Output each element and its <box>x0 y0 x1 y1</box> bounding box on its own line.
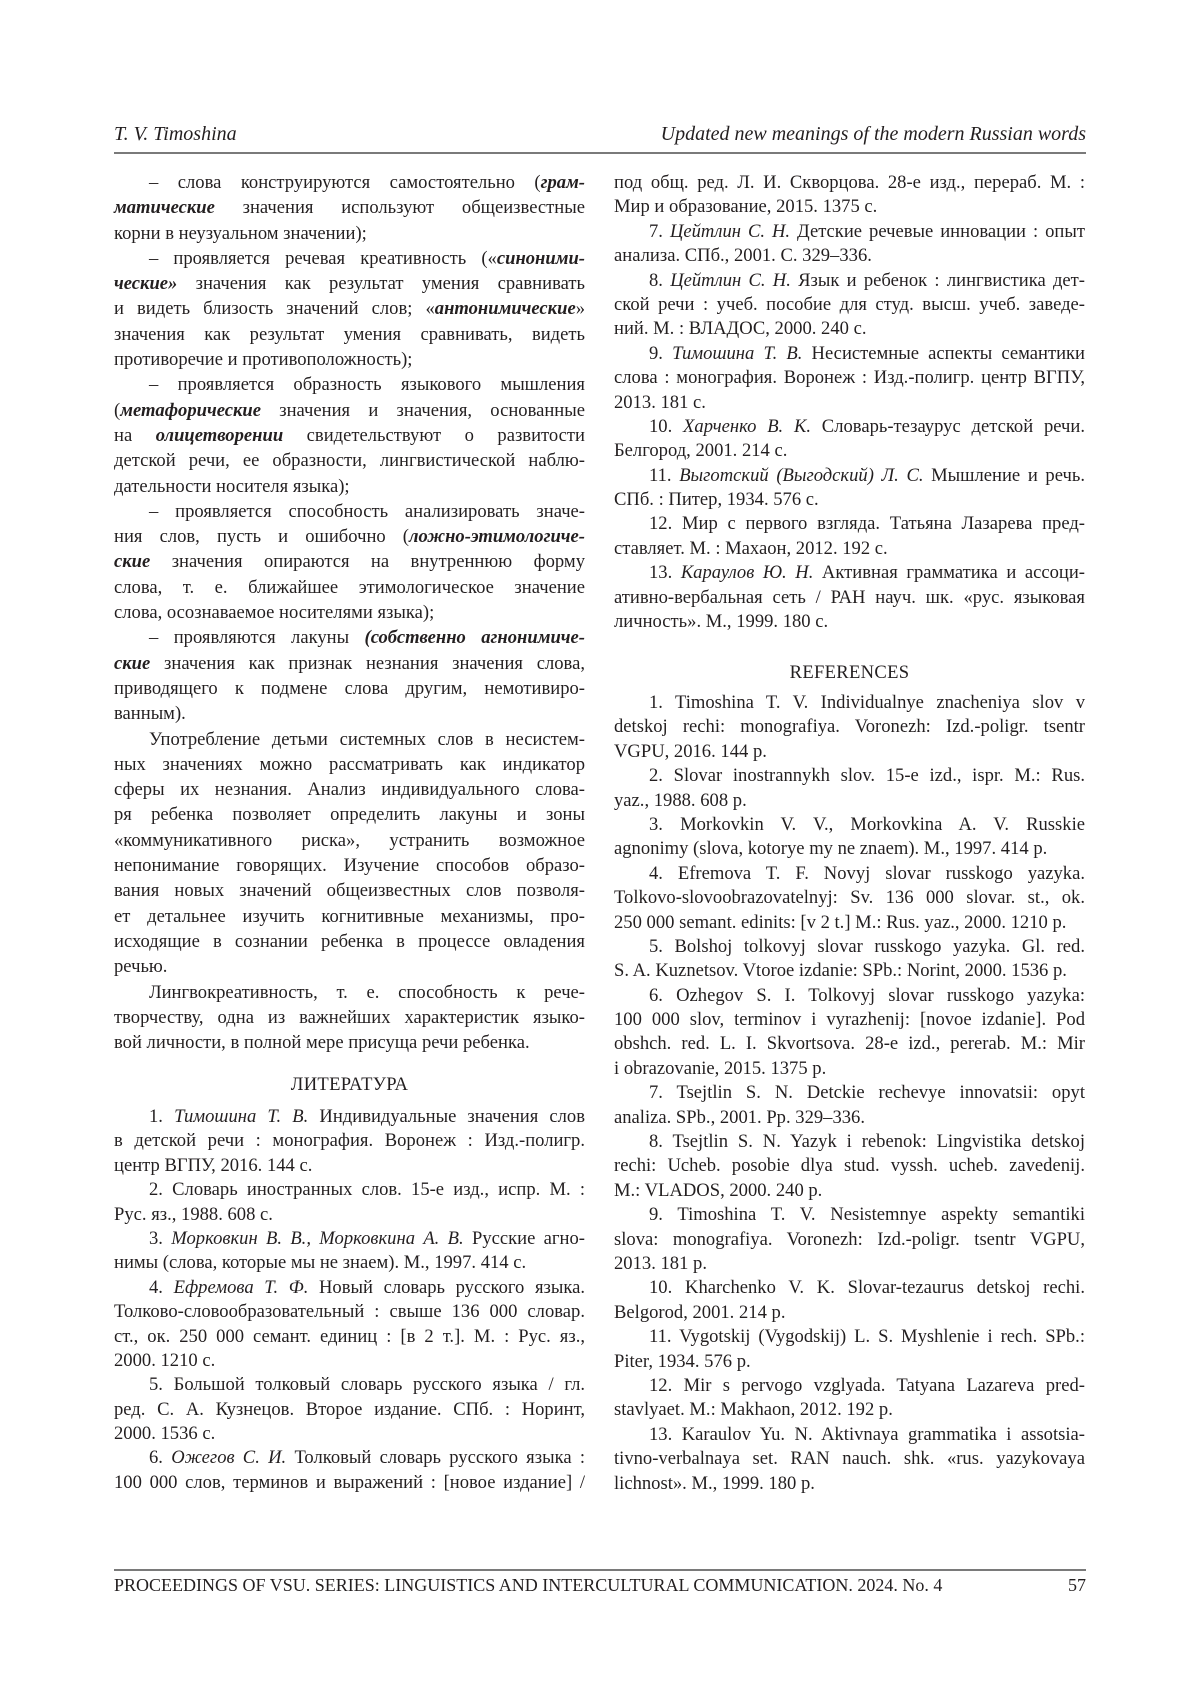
text-segment: 13. Karaulov Yu. N. Aktivnaya grammatika i assotsia- <box>649 1423 1085 1445</box>
paragraph <box>114 246 585 372</box>
text-line <box>614 1179 1085 1203</box>
text-line <box>114 322 585 347</box>
text-line <box>114 195 585 220</box>
literature-item <box>614 464 1085 513</box>
running-header-title: Updated new meanings of the modern Russian words <box>660 123 1086 145</box>
text-line <box>614 1130 1085 1154</box>
text-segment: ванным). <box>114 703 186 725</box>
reference-item <box>614 1423 1085 1496</box>
text-line <box>614 1252 1085 1276</box>
text-line <box>614 488 1085 512</box>
text-segment: исходящие в сознании ребенка в процессе овладения <box>114 930 585 952</box>
text-segment: на <box>114 424 156 446</box>
text-line <box>114 1129 585 1153</box>
text-segment: приводящего к подмене слова другим, немотивиро- <box>114 677 585 699</box>
running-header-author: T. V. Timoshina <box>114 123 237 145</box>
text-segment: ния слов, пусть и ошибочно ( <box>114 526 409 548</box>
text-segment: Толково-словообразовательный : свыше 136 000 словар. <box>114 1301 585 1323</box>
text-segment: ской речи : учеб. пособие для студ. высш. учеб. заведе- <box>614 293 1085 315</box>
text-line <box>614 1325 1085 1349</box>
reference-item <box>614 764 1085 813</box>
page-number: 57 <box>1068 1575 1086 1595</box>
text-line <box>614 764 1085 788</box>
literature-list-right <box>614 171 1085 634</box>
text-segment: Несистемные аспекты семантики <box>802 342 1086 364</box>
text-line <box>614 1423 1085 1447</box>
text-segment: анализа. СПб., 2001. С. 329–336. <box>614 245 872 267</box>
text-segment: сферы их незнания. Анализ индивидуального слова- <box>114 779 585 801</box>
text-segment: под общ. ред. Л. И. Скворцова. 28-е изд., перераб. М. : <box>614 172 1085 193</box>
emphasized-term: ческие» <box>114 273 178 295</box>
text-segment: yaz., 1988. 608 p. <box>614 789 747 811</box>
text-line <box>114 296 585 321</box>
text-segment: stavlyaet. M.: Makhaon, 2012. 192 p. <box>614 1399 893 1421</box>
text-segment: Русские агно- <box>463 1227 585 1249</box>
text-segment: противоречие и противоположность); <box>114 349 413 371</box>
text-line <box>614 537 1085 561</box>
text-line <box>114 1030 585 1055</box>
text-line <box>614 171 1085 195</box>
reference-item <box>614 1276 1085 1325</box>
emphasized-term: антонимические <box>434 298 576 320</box>
text-line <box>114 1349 585 1373</box>
reference-item <box>614 1081 1085 1130</box>
author-name: Цейтлин С. Н. <box>669 220 791 242</box>
header-rule <box>114 152 1086 154</box>
text-segment: 11. Vygotskij (Vygodskij) L. S. Myshlenie i rech. SPb.: <box>649 1326 1085 1348</box>
text-segment: 7. Tsejtlin S. N. Detckie rechevye innovatsii: opyt <box>649 1082 1085 1104</box>
text-line <box>614 1228 1085 1252</box>
text-line <box>114 727 585 752</box>
text-segment: ст., ок. 250 000 семант. единиц : [в 2 т.]. М. : Рус. яз., <box>114 1325 585 1347</box>
text-segment: – проявляется способность анализировать значе- <box>149 500 585 522</box>
text-line <box>114 904 585 929</box>
text-segment: СПб. : Питер, 1934. 576 с. <box>614 489 819 511</box>
author-name: Караулов Ю. Н. <box>680 562 814 584</box>
text-line <box>614 1154 1085 1178</box>
text-line <box>614 1081 1085 1105</box>
reference-item <box>614 1374 1085 1423</box>
text-segment: Рус. яз., 1988. 608 с. <box>114 1203 273 1225</box>
literature-item <box>614 415 1085 464</box>
text-segment: слова, осознаваемое носителями языка); <box>114 602 435 624</box>
text-segment: Детские речевые инновации : опыт <box>790 220 1085 242</box>
reference-item <box>614 1203 1085 1276</box>
text-segment: 3. <box>149 1227 172 1249</box>
text-segment: центр ВГПУ, 2016. 144 с. <box>114 1154 313 1176</box>
literature-item <box>114 1227 585 1276</box>
text-segment: вой личности, в полной мере присуща речи ребенка. <box>114 1032 530 1054</box>
text-segment: дательности носителя языка); <box>114 475 350 497</box>
text-line <box>614 1301 1085 1325</box>
text-line <box>614 691 1085 715</box>
reference-item <box>614 813 1085 862</box>
article-body-text <box>114 170 585 1055</box>
text-segment: непонимание говорящих. Изучение способов образо- <box>114 855 585 877</box>
emphasized-term: ские <box>114 652 151 674</box>
text-segment: 6. <box>149 1447 172 1469</box>
emphasized-term: метафорические <box>120 399 261 421</box>
text-segment: ных значениях можно рассматривать как индикатор <box>114 753 585 775</box>
text-segment: 9. Timoshina T. V. Nesistemnye aspekty semantiki <box>649 1204 1085 1226</box>
text-segment: творчеству, одна из важнейших характеристик языко- <box>114 1006 585 1028</box>
text-line <box>614 244 1085 268</box>
text-line <box>114 954 585 979</box>
text-segment: 2. Словарь иностранных слов. 15-е изд., испр. М. : <box>149 1179 585 1201</box>
paragraph <box>114 727 585 980</box>
text-segment: значения используют общеизвестные <box>214 197 585 219</box>
text-line <box>614 415 1085 439</box>
text-line <box>614 342 1085 366</box>
text-segment: 9. <box>649 342 673 364</box>
text-line <box>614 911 1085 935</box>
text-segment: 10. Kharchenko V. K. Slovar-tezaurus detskoj rechi. <box>649 1277 1085 1299</box>
text-line <box>114 1154 585 1178</box>
text-segment: 100 000 слов, терминов и выражений : [новое издание] / <box>114 1471 585 1493</box>
author-name: Тимошина Т. В. <box>672 342 803 364</box>
literature-item <box>614 342 1085 415</box>
reference-item <box>614 935 1085 984</box>
text-line <box>614 1057 1085 1081</box>
text-line <box>614 740 1085 764</box>
text-segment: 4. Efremova T. F. Novyj slovar russkogo yazyka. <box>649 862 1085 884</box>
text-line <box>614 935 1085 959</box>
text-line <box>614 1374 1085 1398</box>
text-line <box>114 549 585 574</box>
text-segment: agnonimy (slova, kotorye my ne znaem). M., 1997. 414 p. <box>614 838 1048 860</box>
literature-item <box>114 1178 585 1227</box>
emphasized-term: грам- <box>540 172 585 193</box>
text-segment: ред. С. А. Кузнецов. Второе издание. СПб. : Норинт, <box>114 1398 585 1420</box>
text-line <box>614 195 1085 219</box>
text-segment: 10. <box>649 415 684 437</box>
author-name: Тимошина Т. В. <box>174 1106 309 1127</box>
literature-item <box>114 1446 585 1495</box>
literature-item <box>614 512 1085 561</box>
emphasized-term: ские <box>114 551 151 573</box>
paragraph <box>114 372 585 498</box>
text-segment: 2013. 181 p. <box>614 1252 707 1274</box>
text-segment: значения как результат умения сравнивать, видеть <box>114 323 585 345</box>
text-line <box>114 1276 585 1300</box>
text-line <box>114 1105 585 1129</box>
text-segment: значения как результат умения сравнивать <box>177 273 585 295</box>
text-segment: 7. <box>649 220 670 242</box>
text-segment: 4. <box>149 1276 174 1298</box>
text-line <box>114 398 585 423</box>
text-line <box>114 221 585 246</box>
text-line <box>114 1227 585 1251</box>
text-segment: и видеть близость значений слов; « <box>114 298 435 320</box>
text-line <box>114 878 585 903</box>
text-line <box>114 777 585 802</box>
text-segment: Мышление и речь. <box>923 464 1085 486</box>
text-line <box>114 372 585 397</box>
text-segment: Piter, 1934. 576 p. <box>614 1350 751 1372</box>
text-segment: Словарь-тезаурус детской речи. <box>811 415 1085 437</box>
text-line <box>114 1005 585 1030</box>
text-line <box>614 1032 1085 1056</box>
text-line <box>114 1471 585 1495</box>
text-line <box>614 1276 1085 1300</box>
text-segment: Новый словарь русского языка. <box>308 1276 586 1298</box>
text-segment: Употребление детьми системных слов в несистем- <box>149 728 585 750</box>
reference-item <box>614 984 1085 1082</box>
text-segment: 3. Morkovkin V. V., Morkovkina A. V. Russkie <box>649 813 1085 835</box>
text-segment: VGPU, 2016. 144 p. <box>614 740 767 762</box>
literature-item <box>614 561 1085 634</box>
literature-list-left <box>114 1105 585 1495</box>
author-name: Ефремова Т. Ф. <box>173 1276 309 1298</box>
text-line <box>614 1398 1085 1422</box>
text-line <box>614 813 1085 837</box>
text-segment: 1. Timoshina T. V. Individualnye znacheniya slov v <box>649 692 1085 713</box>
text-line <box>114 499 585 524</box>
text-line <box>114 246 585 271</box>
literature-item <box>114 1276 585 1374</box>
text-line <box>614 715 1085 739</box>
references-heading: REFERENCES <box>789 662 910 683</box>
text-line <box>114 802 585 827</box>
text-segment: 2013. 181 с. <box>614 391 706 413</box>
text-segment: – проявляется образность языкового мышления <box>149 374 585 396</box>
text-line <box>114 1251 585 1275</box>
text-segment: нимы (слова, которые мы не знаем). М., 1997. 414 с. <box>114 1252 527 1274</box>
text-segment: – проявляется речевая креативность (« <box>149 247 497 269</box>
text-line <box>114 347 585 372</box>
text-segment: ставляет. М. : Махаон, 2012. 192 с. <box>614 537 888 559</box>
text-line <box>114 1446 585 1470</box>
text-segment: речью. <box>114 956 168 978</box>
text-line <box>614 366 1085 390</box>
text-segment: 13. <box>649 562 681 584</box>
text-segment: – слова конструируются самостоятельно ( <box>149 172 541 193</box>
text-line <box>114 1300 585 1324</box>
text-segment: Белгород, 2001. 214 с. <box>614 440 788 462</box>
literature-item <box>614 171 1085 220</box>
text-segment: 6. Ozhegov S. I. Tolkovyj slovar russkogo yazyka: <box>649 984 1085 1006</box>
text-line <box>614 464 1085 488</box>
text-segment: значения и значения, основанные <box>261 399 585 421</box>
author-name: Харченко В. К. <box>683 415 811 437</box>
text-line <box>614 269 1085 293</box>
reference-item <box>614 691 1085 764</box>
text-line <box>114 625 585 650</box>
text-line <box>614 561 1085 585</box>
literature-item <box>114 1105 585 1178</box>
emphasized-term: (собственно агнонимиче- <box>364 627 585 649</box>
text-line <box>114 853 585 878</box>
text-segment: 12. Мир с первого взгляда. Татьяна Лазарева пред- <box>649 513 1085 535</box>
literature-item <box>614 220 1085 269</box>
text-segment: 5. Большой толковый словарь русского языка / гл. <box>149 1374 585 1396</box>
text-segment: значения опираются на внутреннюю форму <box>150 551 585 573</box>
text-segment: Belgorod, 2001. 214 p. <box>614 1301 786 1323</box>
text-segment: Язык и ребенок : лингвистика дет- <box>790 269 1085 291</box>
journal-name: PROCEEDINGS OF VSU. SERIES: LINGUISTICS AND INTERCULTURAL COMMUNICATION. 2024. No. 4 <box>114 1575 943 1595</box>
author-name: Выготский (Выгодский) Л. С. <box>679 464 924 486</box>
text-segment: корни в неузуальном значении); <box>114 222 367 244</box>
text-segment: вания новых значений общеизвестных слов позволя- <box>114 880 585 902</box>
text-segment: в детской речи : монография. Воронеж : Изд.-полигр. <box>114 1130 585 1152</box>
text-line <box>614 317 1085 341</box>
text-line <box>614 959 1085 983</box>
paragraph <box>114 625 585 726</box>
text-segment: свидетельствуют о развитости <box>283 424 585 446</box>
reference-item <box>614 1130 1085 1203</box>
emphasized-term: ложно-этимологиче- <box>409 526 585 548</box>
text-segment: 1. <box>149 1106 175 1127</box>
text-segment: ний. М. : ВЛАДОС, 2000. 240 с. <box>614 318 867 340</box>
references-list <box>614 691 1085 1496</box>
reference-item <box>614 1325 1085 1374</box>
text-line <box>614 862 1085 886</box>
paragraph <box>114 980 585 1056</box>
reference-item <box>614 862 1085 935</box>
text-line <box>614 512 1085 536</box>
text-line <box>114 474 585 499</box>
text-line <box>114 1325 585 1349</box>
text-segment: Толковый словарь русского языка : <box>286 1447 585 1469</box>
text-line <box>614 1472 1085 1496</box>
text-line <box>114 1373 585 1397</box>
footer-rule <box>114 1569 1086 1571</box>
text-line <box>614 1447 1085 1471</box>
emphasized-term: матические <box>114 197 215 219</box>
text-segment: ативно-вербальная сеть / РАН науч. шк. «рус. языковая <box>614 586 1085 608</box>
text-line <box>114 1178 585 1202</box>
text-segment: obshch. red. L. I. Skvortsova. 28-e izd., pererab. M.: Mir <box>614 1033 1085 1055</box>
text-line <box>614 1008 1085 1032</box>
text-segment: 8. Tsejtlin S. N. Yazyk i rebenok: Lingvistika detskoj <box>649 1131 1085 1153</box>
text-line <box>614 837 1085 861</box>
text-segment: Лингвокреативность, т. е. способность к рече- <box>149 981 585 1003</box>
paragraph <box>114 499 585 625</box>
text-line <box>114 170 585 195</box>
text-line <box>114 752 585 777</box>
text-segment: slova: monografiya. Voronezh: Izd.-poligr. tsentr VGPU, <box>614 1228 1085 1250</box>
text-line <box>614 293 1085 317</box>
text-segment: 2000. 1536 с. <box>114 1423 216 1445</box>
text-line <box>114 1398 585 1422</box>
text-segment: lichnost». M., 1999. 180 p. <box>614 1472 815 1494</box>
text-segment: Мир и образование, 2015. 1375 с. <box>614 196 878 218</box>
text-segment: значения как признак незнания значения слова, <box>150 652 585 674</box>
text-line <box>114 676 585 701</box>
text-segment: 5. Bolshoj tolkovyj slovar russkogo yazyka. Gl. red. <box>649 935 1085 957</box>
text-line <box>114 651 585 676</box>
text-line <box>114 271 585 296</box>
text-line <box>614 1350 1085 1374</box>
text-segment: S. A. Kuznetsov. Vtoroe izdanie: SPb.: Norint, 2000. 1536 p. <box>614 960 1067 982</box>
text-segment: tivno-verbalnaya set. RAN nauch. shk. «rus. yazykovaya <box>614 1448 1085 1470</box>
emphasized-term: олицетворении <box>155 424 284 446</box>
author-name: Морковкин В. В., Морковкина А. В. <box>171 1227 464 1249</box>
text-segment: 8. <box>649 269 671 291</box>
text-line <box>614 1106 1085 1130</box>
text-segment: 11. <box>649 464 680 486</box>
text-line <box>114 448 585 473</box>
text-segment: детской речи, ее образности, лингвистической наблю- <box>114 450 585 472</box>
text-segment: Индивидуальные значения слов <box>308 1106 585 1127</box>
emphasized-term: синоними- <box>496 247 585 269</box>
literature-item <box>114 1373 585 1446</box>
text-segment: » <box>575 298 585 320</box>
text-segment: личность». М., 1999. 180 с. <box>614 611 829 633</box>
text-segment: слова : монография. Воронеж : Изд.-полигр. центр ВГПУ, <box>614 367 1085 389</box>
text-segment: Активная грамматика и ассоци- <box>813 562 1085 584</box>
text-line <box>114 575 585 600</box>
text-segment: ря ребенка позволяет определить лакуны и зоны <box>114 804 585 826</box>
text-line <box>614 391 1085 415</box>
text-line <box>114 828 585 853</box>
text-line <box>614 610 1085 634</box>
text-line <box>614 984 1085 1008</box>
text-line <box>114 1422 585 1446</box>
text-segment: «коммуникативного риска», устранить возможное <box>114 829 585 851</box>
author-name: Ожегов С. И. <box>171 1447 287 1469</box>
page-footer <box>114 1574 1086 1596</box>
text-line <box>114 600 585 625</box>
text-line <box>114 1203 585 1227</box>
text-segment: 12. Mir s pervogo vzglyada. Tatyana Lazareva pred- <box>649 1374 1085 1396</box>
text-segment: 2. Slovar inostrannykh slov. 15-e izd., ispr. M.: Rus. <box>649 765 1085 787</box>
text-segment: M.: VLADOS, 2000. 240 p. <box>614 1179 823 1201</box>
text-line <box>114 423 585 448</box>
author-name: Цейтлин С. Н. <box>670 269 791 291</box>
text-segment: 250 000 semant. edinits: [v 2 t.] M.: Rus. yaz., 2000. 1210 p. <box>614 911 1067 933</box>
text-segment: analiza. SPb., 2001. Pp. 329–336. <box>614 1106 866 1128</box>
text-line <box>114 701 585 726</box>
text-segment: detskoj rechi: monografiya. Voronezh: Izd.-poligr. tsentr <box>614 716 1085 738</box>
text-segment: i obrazovanie, 2015. 1375 p. <box>614 1057 827 1079</box>
text-line <box>114 980 585 1005</box>
text-line <box>114 929 585 954</box>
paragraph <box>114 170 585 246</box>
text-line <box>614 789 1085 813</box>
text-segment: – проявляются лакуны <box>149 627 365 649</box>
text-line <box>614 220 1085 244</box>
text-line <box>114 524 585 549</box>
text-line <box>614 439 1085 463</box>
text-segment: слова, т. е. ближайшее этимологическое значение <box>114 576 585 598</box>
text-line <box>614 586 1085 610</box>
text-segment: 100 000 slov, terminov i vyrazhenij: [novoe izdanie]. Pod <box>614 1009 1085 1031</box>
literature-item <box>614 269 1085 342</box>
text-segment: ( <box>114 399 121 421</box>
text-segment: ет детальнее изучить когнитивные механизмы, про- <box>114 905 585 927</box>
literature-heading: ЛИТЕРАТУРА <box>290 1074 409 1095</box>
text-segment: Tolkovo-slovoobrazovatelnyj: Sv. 136 000 slovar. st., ok. <box>614 887 1085 909</box>
text-line <box>614 886 1085 910</box>
text-segment: 2000. 1210 с. <box>114 1349 216 1371</box>
text-segment: rechi: Ucheb. posobie dlya stud. vyssh. ucheb. zavedenij. <box>614 1155 1085 1177</box>
text-line <box>614 1203 1085 1227</box>
